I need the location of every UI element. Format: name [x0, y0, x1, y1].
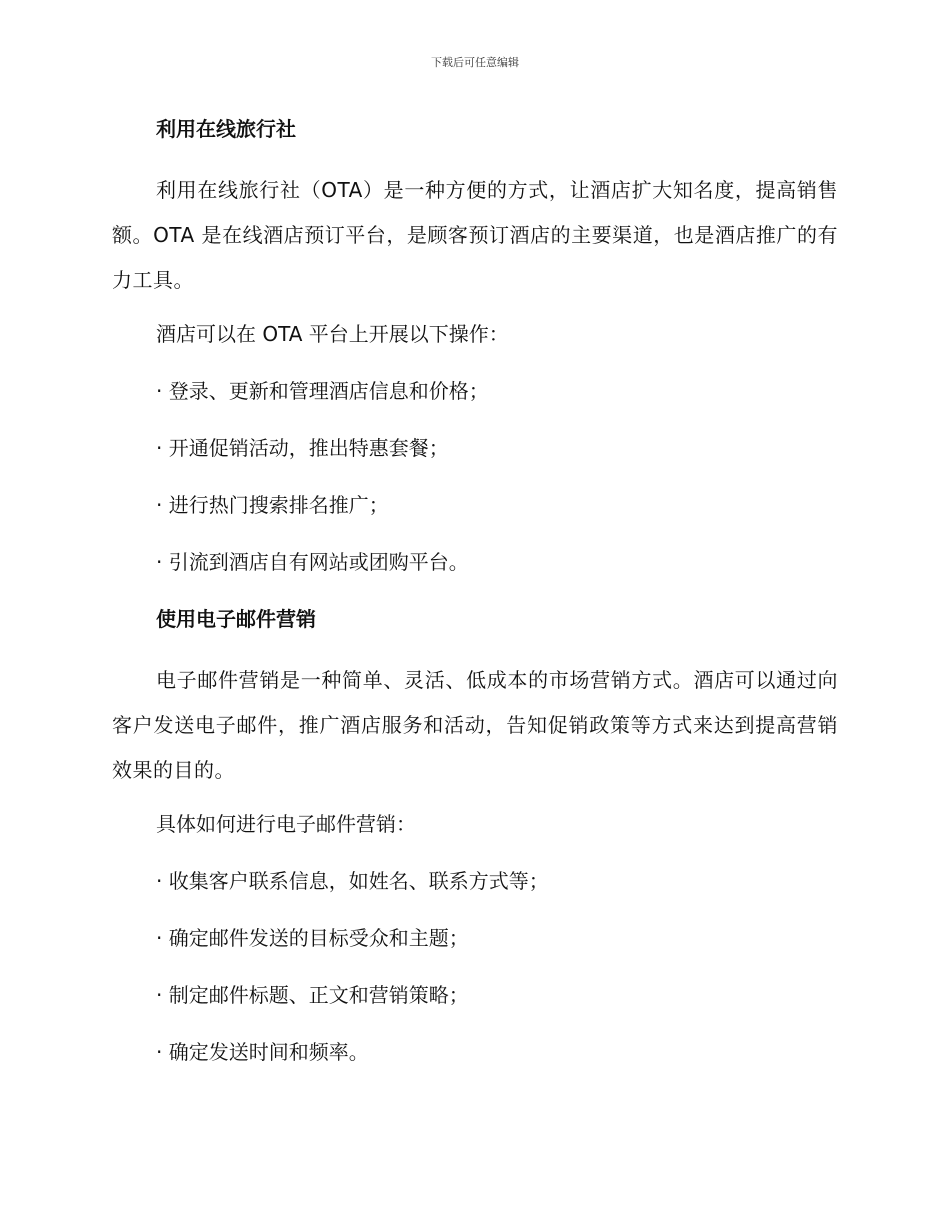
list-item: · 进行热门搜索排名推广； [156, 493, 389, 517]
section-intro-ota: 酒店可以在 OTA 平台上开展以下操作： [156, 322, 509, 346]
section-heading-email: 使用电子邮件营销 [156, 607, 316, 631]
list-item: · 确定邮件发送的目标受众和主题； [156, 926, 469, 950]
list-item: · 开通促销活动，推出特惠套餐； [156, 436, 449, 460]
section-paragraph-email: 电子邮件营销是一种简单、灵活、低成本的市场营销方式。酒店可以通过向客户发送电子邮件，推广酒店服务和活动，告知促销政策等方式来达到提高营销效果的目的。 [112, 668, 838, 782]
list-item: · 登录、更新和管理酒店信息和价格； [156, 379, 489, 403]
section-heading-ota: 利用在线旅行社 [156, 117, 296, 141]
list-item: · 确定发送时间和频率。 [156, 1040, 369, 1064]
page-header: 下载后可任意编辑 [431, 56, 519, 69]
list-item: · 收集客户联系信息，如姓名、联系方式等； [156, 869, 549, 893]
list-item: · 制定邮件标题、正文和营销策略； [156, 983, 469, 1007]
section-paragraph-ota: 利用在线旅行社（OTA）是一种方便的方式，让酒店扩大知名度，提高销售额。OTA 是在线酒店预订平台，是顾客预订酒店的主要渠道，也是酒店推广的有力工具。 [112, 178, 838, 292]
document-body [112, 110, 838, 1090]
list-item: · 引流到酒店自有网站或团购平台。 [156, 550, 469, 574]
section-intro-email: 具体如何进行电子邮件营销： [156, 812, 416, 836]
